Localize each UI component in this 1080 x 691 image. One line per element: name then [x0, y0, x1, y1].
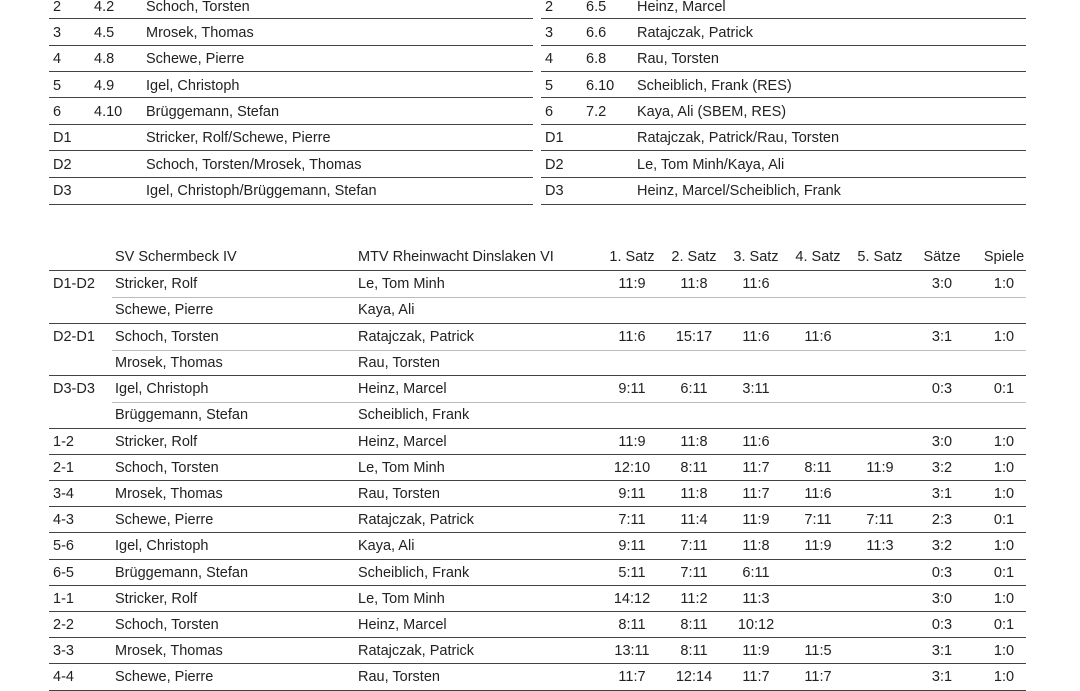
pairing-label: 3-4: [53, 485, 74, 502]
set-score: 11:9: [618, 276, 646, 292]
away-player-name: Ratajczak, Patrick: [358, 512, 475, 529]
lineup-position: 6: [53, 104, 62, 120]
set-score: 11:7: [742, 485, 770, 502]
set-score: 8:11: [804, 459, 832, 476]
row-divider: [541, 97, 1026, 98]
set-score: 7:11: [866, 512, 894, 529]
away-player-name: Kaya, Ali: [358, 538, 415, 555]
pairing-label: 3-3: [53, 643, 74, 660]
spiele-result: 0:1: [993, 381, 1015, 397]
row-divider: [49, 690, 1026, 691]
saetze-result: 0:3: [931, 564, 953, 581]
row-divider: [49, 454, 1026, 455]
lineup-position: D3: [545, 183, 564, 199]
set-score: 11:9: [866, 459, 894, 476]
row-divider: [541, 177, 1026, 178]
spiele-result: 1:0: [993, 459, 1015, 476]
set-score: 7:11: [804, 512, 832, 529]
saetze-result: 3:2: [931, 459, 953, 476]
set-score: 9:11: [618, 381, 646, 397]
set-score: 5:11: [618, 564, 646, 581]
set-score: 9:11: [618, 485, 646, 502]
set-score: 6:11: [742, 564, 770, 581]
doubles-inner-divider: [112, 350, 1026, 351]
lineup-player-name: Stricker, Rolf/Schewe, Pierre: [146, 130, 331, 146]
lineup-position: D1: [53, 130, 72, 146]
pairing-label: 2-2: [53, 616, 74, 633]
row-divider: [49, 637, 1026, 638]
lineup-number: 4.2: [94, 0, 115, 15]
lineup-player-name: Schoch, Torsten/Mrosek, Thomas: [146, 157, 362, 173]
lineup-player-name: Schewe, Pierre: [146, 51, 245, 67]
pairing-label: 1-1: [53, 590, 74, 607]
lineup-number: 6.8: [586, 51, 607, 67]
lineup-number: 4.5: [94, 25, 115, 41]
set-score: 11:8: [680, 485, 708, 502]
set-score: 11:5: [804, 643, 832, 660]
spiele-result: 1:0: [993, 328, 1015, 345]
away-player-name: Heinz, Marcel: [358, 433, 447, 450]
lineup-number: 4.10: [94, 104, 123, 120]
saetze-result: 3:1: [931, 643, 953, 660]
lineup-player-name: Igel, Christoph/Brüggemann, Stefan: [146, 183, 377, 199]
saetze-result: 2:3: [931, 512, 953, 529]
home-partner-name: Mrosek, Thomas: [115, 354, 223, 371]
row-divider: [49, 45, 533, 46]
set3-header: 3. Satz: [733, 249, 779, 265]
home-player-name: Schewe, Pierre: [115, 512, 214, 529]
set-score: 9:11: [618, 538, 646, 555]
spiele-result: 1:0: [993, 433, 1015, 450]
saetze-result: 3:1: [931, 485, 953, 502]
home-player-name: Schewe, Pierre: [115, 669, 214, 686]
lineup-position: D1: [545, 130, 564, 146]
lineup-player-name: Heinz, Marcel: [637, 0, 726, 15]
set-score: 7:11: [680, 538, 708, 555]
home-partner-name: Brüggemann, Stefan: [115, 407, 249, 423]
pairing-label: 6-5: [53, 564, 74, 581]
away-team-name: MTV Rheinwacht Dinslaken VI: [358, 249, 554, 265]
set-score: 11:4: [680, 512, 708, 529]
doubles-inner-divider: [112, 402, 1026, 403]
header-divider: [49, 270, 1026, 271]
row-divider: [49, 323, 1026, 324]
home-player-name: Schoch, Torsten: [115, 328, 219, 345]
set-score: 11:9: [742, 643, 770, 660]
row-divider: [49, 585, 1026, 586]
row-divider: [49, 428, 1026, 429]
spiele-result: 0:1: [993, 616, 1015, 633]
lineup-position: 4: [53, 51, 62, 67]
row-divider: [49, 663, 1026, 664]
spiele-result: 1:0: [993, 590, 1015, 607]
lineup-position: 5: [545, 78, 554, 94]
spiele-result: 1:0: [993, 643, 1015, 660]
home-player-name: Schoch, Torsten: [115, 459, 219, 476]
set4-header: 4. Satz: [795, 249, 841, 265]
set-score: 8:11: [680, 643, 708, 660]
lineup-number: 6.6: [586, 25, 607, 41]
home-player-name: Igel, Christoph: [115, 538, 209, 555]
row-divider: [49, 150, 533, 151]
saetze-result: 3:0: [931, 590, 953, 607]
row-divider: [541, 71, 1026, 72]
row-divider: [49, 480, 1026, 481]
row-divider: [541, 150, 1026, 151]
set-score: 11:7: [742, 669, 770, 686]
lineup-number: 4.8: [94, 51, 115, 67]
set-score: 6:11: [680, 381, 708, 397]
lineup-number: 6.10: [586, 78, 615, 94]
set-score: 11:9: [742, 512, 770, 529]
row-divider: [49, 611, 1026, 612]
row-divider: [49, 177, 533, 178]
set-score: 7:11: [618, 512, 646, 529]
pairing-label: 1-2: [53, 433, 74, 450]
set-score: 11:6: [804, 328, 832, 345]
pairing-label: D1-D2: [53, 276, 95, 292]
pairing-label: 4-3: [53, 512, 74, 529]
away-player-name: Ratajczak, Patrick: [358, 328, 475, 345]
lineup-player-name: Igel, Christoph: [146, 78, 240, 94]
lineup-player-name: Mrosek, Thomas: [146, 25, 254, 41]
home-player-name: Schoch, Torsten: [115, 616, 219, 633]
set-score: 13:11: [614, 643, 650, 660]
set5-header: 5. Satz: [857, 249, 903, 265]
pairing-label: D2-D1: [53, 328, 95, 345]
spiele-result: 1:0: [993, 485, 1015, 502]
row-divider: [49, 18, 533, 19]
set-score: 11:7: [742, 459, 770, 476]
row-divider: [49, 124, 533, 125]
home-team-name: SV Schermbeck IV: [115, 249, 237, 265]
pairing-label: 2-1: [53, 459, 74, 476]
row-divider: [49, 71, 533, 72]
set-score: 11:6: [618, 328, 646, 345]
set-score: 11:6: [804, 485, 832, 502]
lineup-player-name: Kaya, Ali (SBEM, RES): [637, 104, 787, 120]
set-score: 11:7: [618, 669, 646, 686]
lineup-position: D3: [53, 183, 72, 199]
away-player-name: Rau, Torsten: [358, 669, 440, 686]
spiele-result: 1:0: [993, 538, 1015, 555]
set-score: 11:8: [680, 276, 708, 292]
lineup-position: 3: [545, 25, 554, 41]
pairing-label: 4-4: [53, 669, 74, 686]
saetze-result: 0:3: [931, 381, 953, 397]
home-player-name: Igel, Christoph: [115, 381, 209, 397]
set-score: 11:6: [742, 433, 770, 450]
away-player-name: Scheiblich, Frank: [358, 564, 470, 581]
home-player-name: Stricker, Rolf: [115, 590, 198, 607]
home-player-name: Stricker, Rolf: [115, 276, 198, 292]
spiele-result: 0:1: [993, 564, 1015, 581]
set-score: 11:7: [804, 669, 832, 686]
away-player-name: Le, Tom Minh: [358, 459, 445, 476]
spiele-result: 1:0: [993, 276, 1015, 292]
set-score: 11:6: [742, 328, 770, 345]
row-divider: [49, 506, 1026, 507]
set1-header: 1. Satz: [609, 249, 655, 265]
away-partner-name: Scheiblich, Frank: [358, 407, 470, 423]
lineup-number: 4.9: [94, 78, 115, 94]
doubles-inner-divider: [112, 297, 1026, 298]
set-score: 11:3: [866, 538, 894, 555]
home-partner-name: Schewe, Pierre: [115, 302, 214, 318]
home-player-name: Stricker, Rolf: [115, 433, 198, 450]
set-score: 12:14: [675, 669, 713, 686]
row-divider: [49, 204, 533, 205]
pairing-label: 5-6: [53, 538, 74, 555]
spiele-result: 0:1: [993, 512, 1015, 529]
lineup-player-name: Brüggemann, Stefan: [146, 104, 280, 120]
set-score: 8:11: [618, 616, 646, 633]
away-player-name: Le, Tom Minh: [358, 276, 445, 292]
lineup-position: D2: [545, 157, 564, 173]
lineup-number: 6.5: [586, 0, 607, 15]
set-score: 15:17: [675, 328, 713, 345]
lineup-position: 4: [545, 51, 554, 67]
lineup-player-name: Le, Tom Minh/Kaya, Ali: [637, 157, 785, 173]
saetze-result: 3:1: [931, 669, 953, 686]
away-player-name: Ratajczak, Patrick: [358, 643, 475, 660]
set-score: 8:11: [680, 459, 708, 476]
spiele-result: 1:0: [993, 669, 1015, 686]
spiele-header: Spiele: [983, 249, 1025, 265]
pairing-label: D3-D3: [53, 381, 95, 397]
away-partner-name: Rau, Torsten: [358, 354, 440, 371]
home-player-name: Brüggemann, Stefan: [115, 564, 249, 581]
lineup-player-name: Heinz, Marcel/Scheiblich, Frank: [637, 183, 841, 199]
set-score: 11:3: [742, 590, 770, 607]
away-player-name: Rau, Torsten: [358, 485, 440, 502]
row-divider: [541, 45, 1026, 46]
set-score: 12:10: [613, 459, 651, 476]
saetze-result: 3:0: [931, 433, 953, 450]
set-score: 7:11: [680, 564, 708, 581]
row-divider: [541, 124, 1026, 125]
lineup-position: D2: [53, 157, 72, 173]
lineup-position: 5: [53, 78, 62, 94]
set-score: 11:9: [618, 433, 646, 450]
set-score: 3:11: [742, 381, 770, 397]
saetze-result: 0:3: [931, 616, 953, 633]
home-player-name: Mrosek, Thomas: [115, 485, 223, 502]
row-divider: [541, 204, 1026, 205]
lineup-position: 3: [53, 25, 62, 41]
set-score: 14:12: [613, 590, 651, 607]
lineup-player-name: Scheiblich, Frank (RES): [637, 78, 792, 94]
lineup-number: 7.2: [586, 104, 607, 120]
row-divider: [49, 532, 1026, 533]
saetze-header: Sätze: [923, 249, 961, 265]
set-score: 11:8: [742, 538, 770, 555]
row-divider: [541, 18, 1026, 19]
home-player-name: Mrosek, Thomas: [115, 643, 223, 660]
set-score: 11:8: [680, 433, 708, 450]
away-player-name: Le, Tom Minh: [358, 590, 445, 607]
away-player-name: Heinz, Marcel: [358, 381, 447, 397]
set2-header: 2. Satz: [671, 249, 717, 265]
set-score: 10:12: [737, 616, 775, 633]
set-score: 11:9: [804, 538, 832, 555]
saetze-result: 3:0: [931, 276, 953, 292]
lineup-player-name: Rau, Torsten: [637, 51, 719, 67]
set-score: 8:11: [680, 616, 708, 633]
lineup-player-name: Ratajczak, Patrick/Rau, Torsten: [637, 130, 840, 146]
row-divider: [49, 375, 1026, 376]
away-partner-name: Kaya, Ali: [358, 302, 415, 318]
away-player-name: Heinz, Marcel: [358, 616, 447, 633]
saetze-result: 3:1: [931, 328, 953, 345]
saetze-result: 3:2: [931, 538, 953, 555]
lineup-position: 6: [545, 104, 554, 120]
set-score: 11:2: [680, 590, 708, 607]
lineup-position: 2: [545, 0, 554, 15]
set-score: 11:6: [742, 276, 770, 292]
lineup-player-name: Schoch, Torsten: [146, 0, 250, 15]
lineup-position: 2: [53, 0, 62, 15]
row-divider: [49, 559, 1026, 560]
row-divider: [49, 97, 533, 98]
lineup-player-name: Ratajczak, Patrick: [637, 25, 754, 41]
